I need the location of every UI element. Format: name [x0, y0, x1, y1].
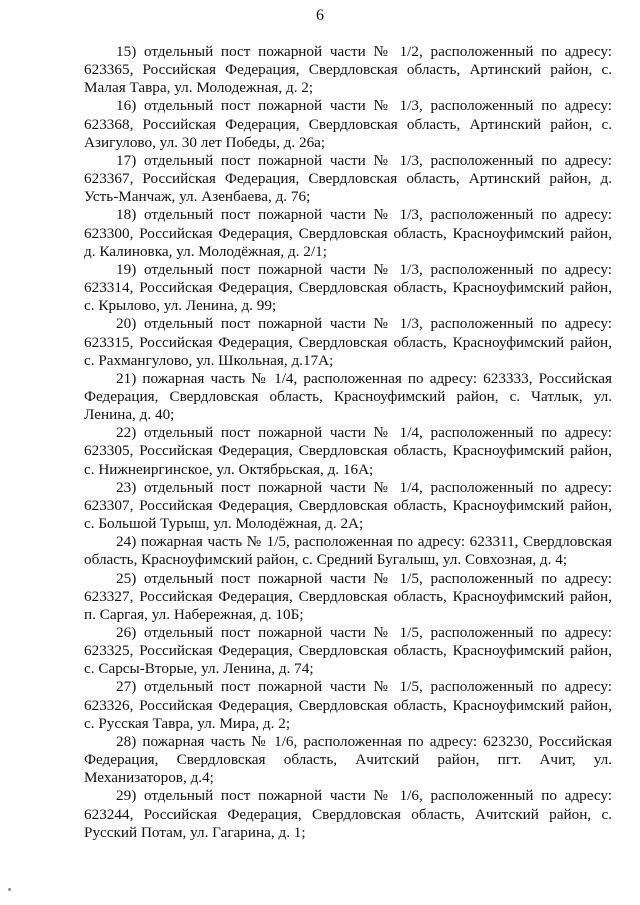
page-number: 6	[316, 7, 324, 24]
list-item: 24) пожарная часть № 1/5, расположенная по адресу: 623311, Свердловская область, Красноуфимский район, с. Средний Бугалыш, ул. Совхозная, д. 4;	[84, 533, 612, 569]
list-item: 29) отдельный пост пожарной части № 1/6, расположенный по адресу: 623244, Российская Федерация, Свердловская область, Ачитский район, с. Русский Потам, ул. Гагарина, д. 1;	[84, 787, 612, 841]
list-item: 15) отдельный пост пожарной части № 1/2, расположенный по адресу: 623365, Российская Федерация, Свердловская область, Артинский район, с. Малая Тавра, ул. Молодежная, д. 2;	[84, 43, 612, 97]
list-item: 26) отдельный пост пожарной части № 1/5, расположенный по адресу: 623325, Российская Федерация, Свердловская область, Красноуфимский район, с. Сарсы-Вторые, ул. Ленина, д. 74;	[84, 624, 612, 678]
list-item: 23) отдельный пост пожарной части № 1/4, расположенный по адресу: 623307, Российская Федерация, Свердловская область, Красноуфимский район, с. Большой Турыш, ул. Молодёжная, д. 2А;	[84, 478, 612, 533]
list-item: 17) отдельный пост пожарной части № 1/3, расположенный по адресу: 623367, Российская Федерация, Свердловская область, Артинский район, д. Усть-Манчаж, ул. Азенбаева, д. 76;	[84, 151, 612, 206]
list-item: 19) отдельный пост пожарной части № 1/3, расположенный по адресу: 623314, Российская Федерация, Свердловская область, Красноуфимский район, с. Крылово, ул. Ленина, д. 99;	[84, 260, 612, 315]
address-list	[84, 43, 612, 842]
scan-speck	[8, 888, 11, 891]
list-item: 28) пожарная часть № 1/6, расположенная по адресу: 623230, Российская Федерация, Свердловская область, Ачитский район, пгт. Ачит, ул. Механизаторов, д.4;	[84, 732, 612, 787]
list-item: 27) отдельный пост пожарной части № 1/5, расположенный по адресу: 623326, Российская Федерация, Свердловская область, Красноуфимский район, с. Русская Тавра, ул. Мира, д. 2;	[84, 678, 612, 732]
list-item: 21) пожарная часть № 1/4, расположенная по адресу: 623333, Российская Федерация, Свердловская область, Красноуфимский район, с. Чатлык, ул. Ленина, д. 40;	[84, 369, 612, 424]
list-item: 16) отдельный пост пожарной части № 1/3, расположенный по адресу: 623368, Российская Федерация, Свердловская область, Артинский район, с. Азигулово, ул. 30 лет Победы, д. 26а;	[84, 97, 612, 151]
list-item: 22) отдельный пост пожарной части № 1/4, расположенный по адресу: 623305, Российская Федерация, Свердловская область, Красноуфимский район, с. Нижнеиргинское, ул. Октябрьская, д. 16А;	[84, 424, 612, 478]
list-item: 18) отдельный пост пожарной части № 1/3, расположенный по адресу: 623300, Российская Федерация, Свердловская область, Красноуфимский район, д. Калиновка, ул. Молодёжная, д. 2/1;	[84, 206, 612, 260]
list-item: 25) отдельный пост пожарной части № 1/5, расположенный по адресу: 623327, Российская Федерация, Свердловская область, Красноуфимский район, п. Саргая, ул. Набережная, д. 10Б;	[84, 569, 612, 623]
list-item: 20) отдельный пост пожарной части № 1/3, расположенный по адресу: 623315, Российская Федерация, Свердловская область, Красноуфимский район, с. Рахмангулово, ул. Школьная, д.17А;	[84, 315, 612, 369]
